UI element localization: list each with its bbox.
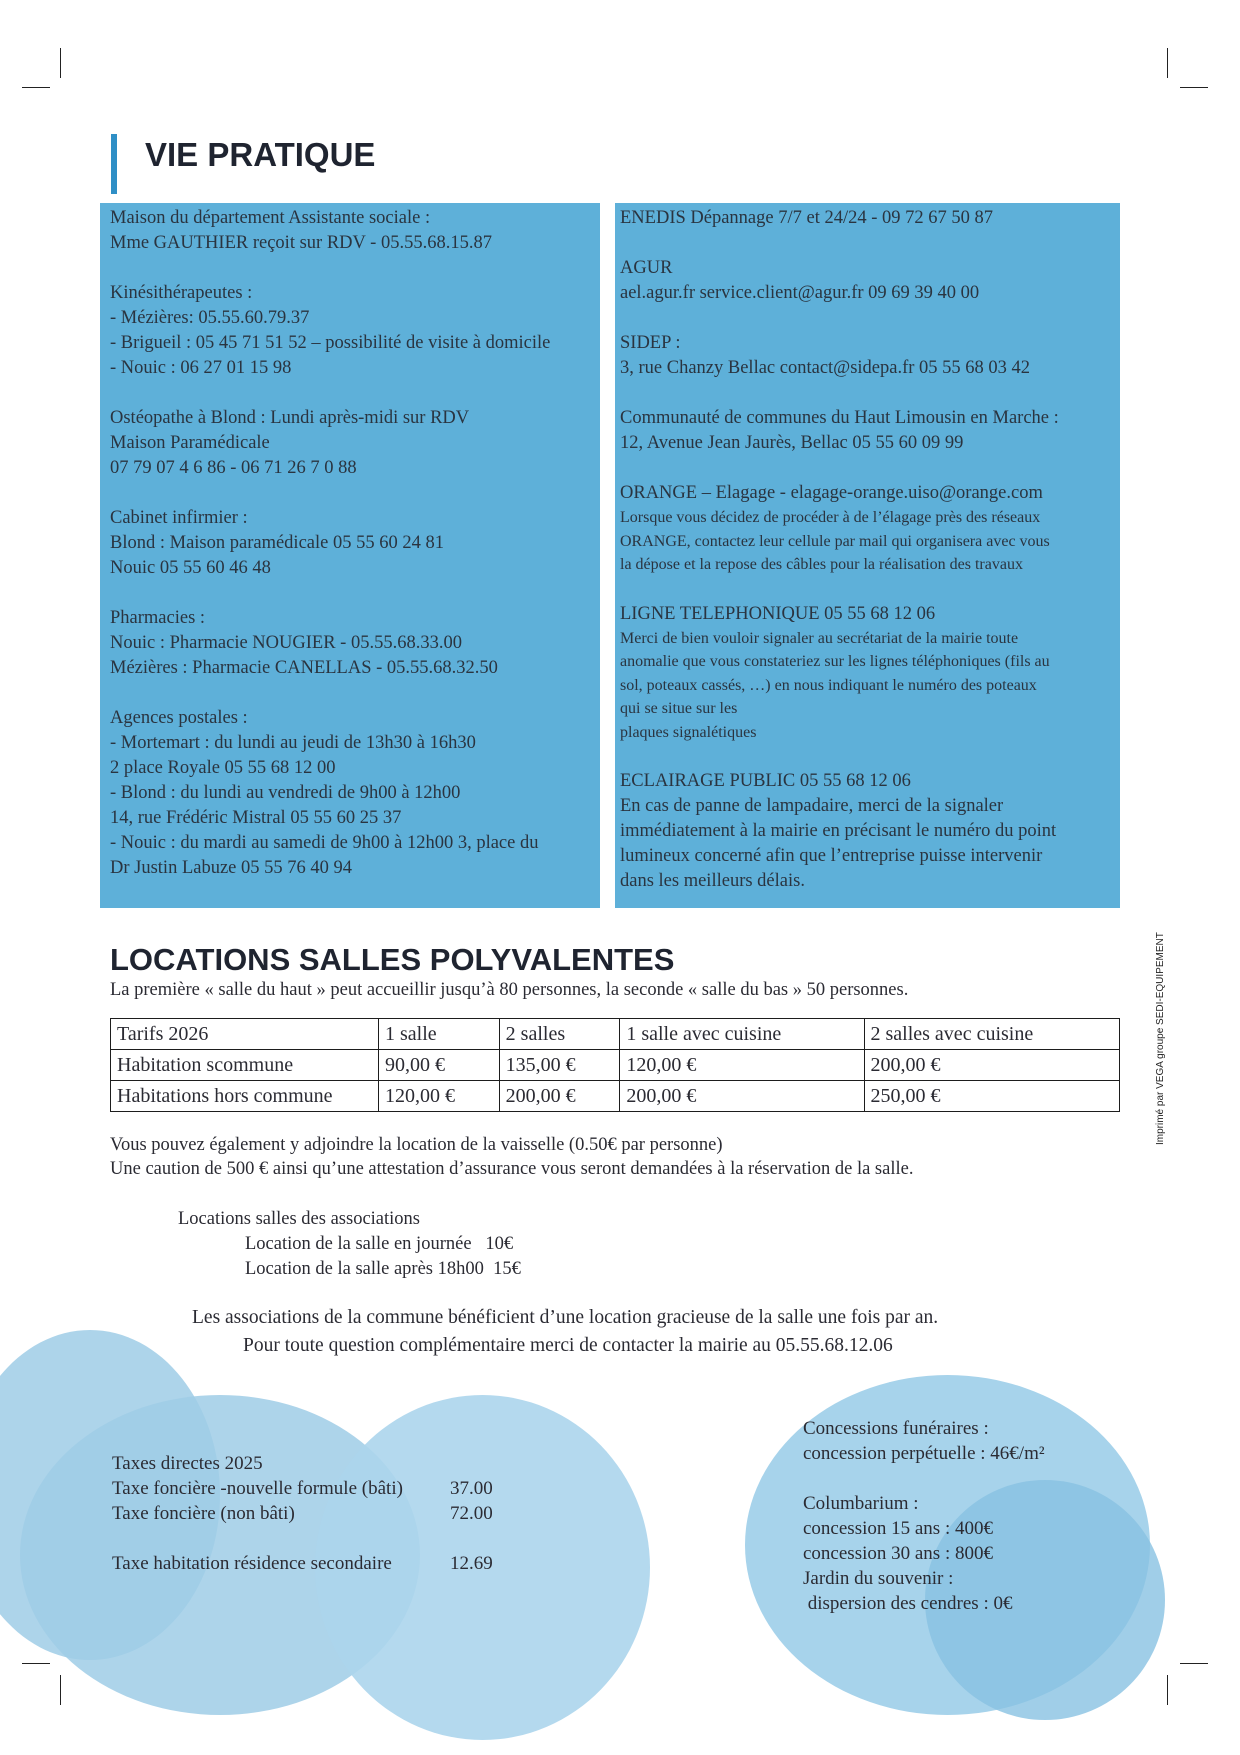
assoc-title: Locations salles des associations [178, 1209, 420, 1229]
table-cell: 250,00 € [864, 1081, 1120, 1112]
table-cell: 120,00 € [620, 1050, 864, 1081]
panel-line: ORANGE – Elagage - elagage-orange.uiso@orange.com [620, 483, 1043, 503]
panel-line: SIDEP : [620, 333, 681, 353]
panel-line: lumineux concerné afin que l’entreprise puisse intervenir [620, 846, 1043, 866]
panel-line: LIGNE TELEPHONIQUE 05 55 68 12 06 [620, 603, 936, 624]
panel-line: Mme GAUTHIER reçoit sur RDV - 05.55.68.15.87 [110, 233, 492, 253]
panel-line: Agences postales : [110, 708, 248, 728]
concession-line: Concessions funéraires : [803, 1418, 989, 1439]
panel-line: dans les meilleurs délais. [620, 871, 805, 891]
panel-line: Maison Paramédicale [110, 433, 270, 453]
panel-line: Nouic 05 55 60 46 48 [110, 558, 271, 578]
panel-line: la dépose et la repose des câbles pour la réalisation des travaux [620, 556, 1023, 573]
tax-value: 72.00 [450, 1503, 493, 1524]
printer-credit: Imprimé par VEGA groupe SEDI-EQUIPEMENT [1155, 932, 1166, 1145]
tax-label: Taxe habitation résidence secondaire [112, 1553, 392, 1574]
panel-line: 07 79 07 4 6 86 - 06 71 26 7 0 88 [110, 458, 357, 478]
panel-line: 12, Avenue Jean Jaurès, Bellac 05 55 60 09 99 [620, 433, 964, 453]
panel-line: 3, rue Chanzy Bellac contact@sidepa.fr 05 55 68 03 42 [620, 358, 1031, 378]
tax-value: 12.69 [450, 1553, 493, 1574]
table-cell: Habitation scommune [111, 1050, 379, 1081]
panel-line: - Mortemart : du lundi au jeudi de 13h30 à 16h30 [110, 733, 476, 753]
panel-line: - Nouic : du mardi au samedi de 9h00 à 12h00 3, place du [110, 833, 539, 853]
panel-line: anomalie que vous constateriez sur les lignes téléphoniques (fils au [620, 653, 1050, 670]
panel-line: qui se situe sur les [620, 700, 738, 717]
table-header-cell: 2 salles [499, 1019, 620, 1050]
panel-line: Maison du département Assistante sociale : [110, 208, 431, 228]
concession-line: concession perpétuelle : 46€/m² [803, 1443, 1045, 1464]
crop-mark [22, 87, 50, 88]
panel-line: Dr Justin Labuze 05 55 76 40 94 [110, 858, 353, 878]
table-header-cell: 1 salle [379, 1019, 500, 1050]
caution-note: Une caution de 500 € ainsi qu’une attestation d’assurance vous seront demandées à la réservation de la salle. [110, 1159, 914, 1179]
locations-intro: La première « salle du haut » peut accueillir jusqu’à 80 personnes, la seconde « salle du bas » 50 personnes. [110, 980, 909, 1000]
crop-mark [60, 48, 61, 78]
panel-line: ENEDIS Dépannage 7/7 et 24/24 - 09 72 67 50 87 [620, 208, 994, 228]
table-header-cell: Tarifs 2026 [111, 1019, 379, 1050]
tax-value: 37.00 [450, 1478, 493, 1499]
concession-line: concession 30 ans : 800€ [803, 1543, 993, 1564]
table-cell: 200,00 € [620, 1081, 864, 1112]
panel-line: Merci de bien vouloir signaler au secrétariat de la mairie toute [620, 629, 1019, 647]
panel-line: AGUR [620, 258, 673, 278]
table-row [111, 1050, 1120, 1081]
panel-line: ORANGE, contactez leur cellule par mail qui organisera avec vous [620, 532, 1050, 550]
panel-line: ael.agur.fr service.client@agur.fr 09 69 39 40 00 [620, 283, 980, 303]
panel-line: 2 place Royale 05 55 68 12 00 [110, 758, 336, 778]
panel-line: Kinésithérapeutes : [110, 283, 253, 303]
table-cell: 90,00 € [379, 1050, 500, 1081]
panel-line: immédiatement à la mairie en précisant le numéro du point [620, 821, 1057, 841]
table-header-cell: 2 salles avec cuisine [864, 1019, 1120, 1050]
panel-line: Pharmacies : [110, 608, 206, 628]
panel-line: - Brigueil : 05 45 71 51 52 – possibilité de visite à domicile [110, 333, 551, 353]
panel-line: Communauté de communes du Haut Limousin en Marche : [620, 408, 1059, 428]
crop-mark [1180, 87, 1208, 88]
panel-line: En cas de panne de lampadaire, merci de la signaler [620, 796, 1004, 816]
info-panel-left [100, 203, 600, 908]
panel-line: plaques signalétiques [620, 723, 757, 741]
panel-line: Ostéopathe à Blond : Lundi après-midi sur RDV [110, 408, 470, 428]
crop-mark [1180, 1663, 1208, 1664]
section-title-locations: LOCATIONS SALLES POLYVALENTES [110, 942, 675, 977]
table-header-cell: 1 salle avec cuisine [620, 1019, 864, 1050]
table-row [111, 1081, 1120, 1112]
panel-line: - Blond : du lundi au vendredi de 9h00 à 12h00 [110, 783, 461, 803]
tax-label: Taxe foncière -nouvelle formule (bâti) [112, 1478, 403, 1499]
table-cell: 135,00 € [499, 1050, 620, 1081]
assoc-day-rate: Location de la salle en journée 10€ [245, 1234, 514, 1254]
panel-line: sol, poteaux cassés, …) en nous indiquant le numéro des poteaux [620, 676, 1037, 694]
panel-line: Lorsque vous décidez de procéder à de l’élagage près des réseaux [620, 509, 1041, 526]
table-header-row [111, 1019, 1120, 1050]
taxes-title: Taxes directes 2025 [112, 1453, 263, 1474]
panel-line: Blond : Maison paramédicale 05 55 60 24 81 [110, 533, 444, 553]
crop-mark [1167, 48, 1168, 78]
table-cell: 200,00 € [499, 1081, 620, 1112]
table-cell: 120,00 € [379, 1081, 500, 1112]
tax-label: Taxe foncière (non bâti) [112, 1503, 295, 1524]
closing-line-1: Les associations de la commune bénéficient d’une location gracieuse de la salle une fois par an. [192, 1307, 939, 1328]
info-panel-right [615, 203, 1120, 908]
crop-mark [1167, 1675, 1168, 1705]
concession-line: dispersion des cendres : 0€ [803, 1593, 1013, 1614]
assoc-evening-rate: Location de la salle après 18h00 15€ [245, 1259, 521, 1279]
section-accent-bar [111, 134, 117, 194]
panel-line: - Nouic : 06 27 01 15 98 [110, 358, 292, 378]
concession-line: Columbarium : [803, 1493, 919, 1514]
panel-line: Nouic : Pharmacie NOUGIER - 05.55.68.33.00 [110, 633, 462, 653]
panel-line: Mézières : Pharmacie CANELLAS - 05.55.68.32.50 [110, 658, 498, 678]
concession-line: Jardin du souvenir : [803, 1568, 954, 1589]
panel-line: - Mézières: 05.55.60.79.37 [110, 308, 310, 328]
closing-line-2: Pour toute question complémentaire merci de contacter la mairie au 05.55.68.12.06 [243, 1335, 893, 1356]
section-title-vie-pratique: VIE PRATIQUE [145, 136, 376, 173]
table-cell: Habitations hors commune [111, 1081, 379, 1112]
concession-line: concession 15 ans : 400€ [803, 1518, 993, 1539]
table-cell: 200,00 € [864, 1050, 1120, 1081]
tarifs-table [110, 1018, 1120, 1112]
crop-mark [60, 1675, 61, 1705]
vaisselle-note: Vous pouvez également y adjoindre la location de la vaisselle (0.50€ par personne) [110, 1135, 723, 1155]
crop-mark [22, 1663, 50, 1664]
panel-line: Cabinet infirmier : [110, 508, 248, 528]
panel-line: 14, rue Frédéric Mistral 05 55 60 25 37 [110, 808, 402, 828]
panel-line: ECLAIRAGE PUBLIC 05 55 68 12 06 [620, 771, 911, 791]
